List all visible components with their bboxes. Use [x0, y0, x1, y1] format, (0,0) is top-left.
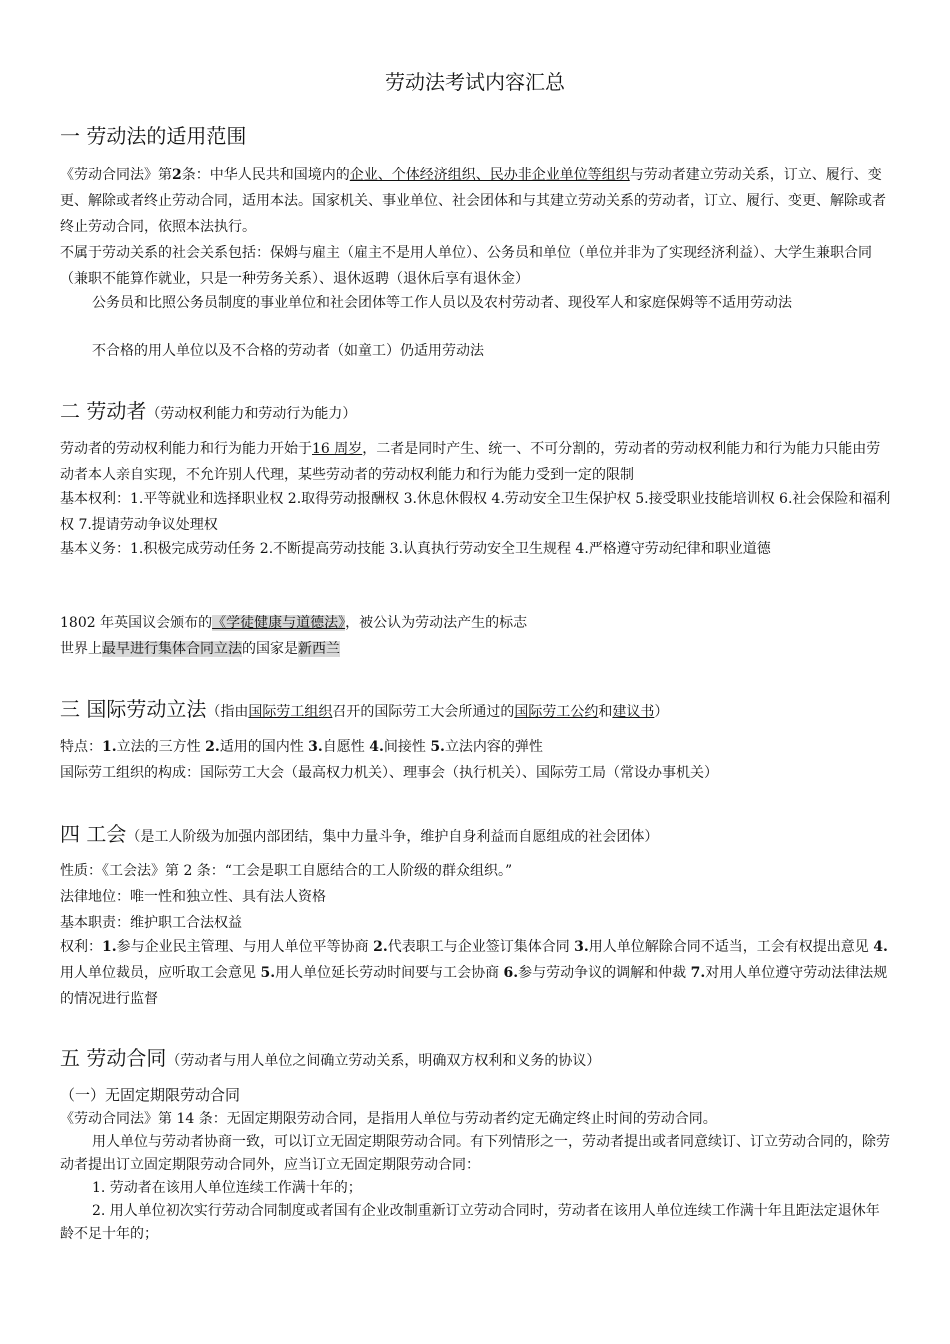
section-1-paragraph-3: 公务员和比照公务员制度的事业单位和社会团体等工作人员以及农村劳动者、现役军人和家庭保姆等不适用劳动法	[92, 295, 792, 311]
section-2-heading	[60, 395, 356, 424]
underlined-ilo: 国际劳工组织	[248, 704, 333, 720]
right-num: 7.	[690, 965, 706, 981]
feature-text: 立法内容的弹性	[444, 739, 543, 755]
section-5-heading-text: 五 劳动合同	[60, 1046, 167, 1070]
ilo-structure: 国际劳工组织的构成：国际劳工大会（最高权力机关）、理事会（执行机关）、国际劳工局（常设办事机关）	[60, 765, 718, 781]
right-num: 6.	[503, 965, 519, 981]
right-num: 2.	[373, 939, 388, 955]
feature-num: 5.	[430, 739, 445, 755]
feature-text: 适用的国内性	[219, 739, 304, 755]
feature-text: 自愿性	[322, 739, 365, 755]
s1-p1-c: 与劳动者建立劳动关系，订立、履行、变更、解除或者终止劳动合同，适用本法。国家机关、事业单位、社会团体和与其建立劳动关系的劳动者，订立、履行、变更、解除或者终止劳动合同，依照本法执行。	[60, 167, 886, 235]
fact-collective-contract	[60, 636, 892, 662]
right-num: 4.	[873, 939, 888, 955]
f2-b: 的国家是	[242, 641, 298, 657]
section-3-heading	[60, 693, 668, 722]
subsection-1-heading: （一）无固定期限劳动合同	[60, 1086, 241, 1104]
rights-lead: 权利：	[60, 939, 102, 955]
section-3-subtitle	[206, 704, 668, 720]
article-number: 2	[172, 167, 182, 183]
underlined-conventions: 国际劳工公约	[514, 704, 599, 720]
s3-sub-c: 和	[598, 704, 613, 720]
underlined-employers: 企业、个体经济组织、民办非企业单位等组织	[349, 167, 630, 183]
feature-num: 1.	[102, 739, 117, 755]
features-lead: 特点：	[60, 739, 102, 755]
section-1-paragraph-2: 不属于劳动关系的社会关系包括：保姆与雇主（雇主不是用人单位）、公务员和单位（单位并非为了实现经济利益）、大学生兼职合同（兼职不能算作就业，只是一种劳务关系）、退休返聘（退休后享有退休金）	[60, 245, 872, 287]
underlined-age: 16 周岁	[312, 441, 363, 457]
feature-num: 2.	[205, 739, 220, 755]
section-5-subtitle: （劳动者与用人单位之间确立劳动关系，明确双方权利和义务的协议）	[166, 1053, 601, 1069]
section-5-paragraph-2: 用人单位与劳动者协商一致，可以订立无固定期限劳动合同。有下列情形之一，劳动者提出或者同意续订、订立劳动合同的，除劳动者提出订立固定期限劳动合同外，应当订立无固定期限劳动合同：	[60, 1134, 890, 1173]
section-5-heading	[60, 1042, 600, 1071]
basic-duties: 基本义务：1.积极完成劳动任务 2.不断提高劳动技能 3.认真执行劳动安全卫生规程 4.严格遵守劳动纪律和职业道德	[60, 541, 771, 557]
f1-a: 1802 年英国议会颁布的	[60, 615, 213, 631]
feature-num: 4.	[369, 739, 384, 755]
f2-a: 世界上	[60, 641, 102, 657]
right-text: 用人单位延长劳动时间要与工会协商	[275, 965, 500, 981]
s3-sub-b: 召开的国际劳工大会所通过的	[332, 704, 515, 720]
highlight-country: 新西兰	[298, 641, 340, 657]
section-2-heading-text: 二 劳动者	[60, 399, 147, 423]
section-1-paragraph-4: 不合格的用人单位以及不合格的劳动者（如童工）仍适用劳动法	[92, 343, 484, 359]
s3-sub-d: ）	[654, 704, 669, 720]
section-4-subtitle: （是工人阶级为加强内部团结，集中力量斗争，维护自身利益而自愿组成的社会团体）	[126, 829, 659, 845]
section-4-heading-text: 四 工会	[60, 822, 127, 846]
right-text: 用人单位解除合同不适当，工会有权提出意见	[588, 939, 869, 955]
section-2-paragraph-1	[60, 436, 892, 488]
s1-p1-a: 《劳动合同法》第	[60, 167, 172, 183]
s3-sub-a: （指由	[206, 704, 249, 720]
document-title: 劳动法考试内容汇总	[385, 70, 565, 94]
right-text: 参与企业民主管理、与用人单位平等协商	[116, 939, 369, 955]
right-num: 1.	[102, 939, 117, 955]
underlined-recommendations: 建议书	[612, 704, 655, 720]
list-item-2: 2. 用人单位初次实行劳动合同制度或者国有企业改制重新订立劳动合同时，劳动者在该用人单位连续工作满十年且距法定退休年龄不足十年的；	[60, 1203, 880, 1242]
section-4-heading	[60, 818, 658, 847]
highlight-collective: 最早进行集体合同立法	[102, 641, 242, 657]
fact-first-labor-law	[60, 610, 892, 636]
list-item-1: 1. 劳动者在该用人单位连续工作满十年的；	[92, 1180, 362, 1196]
f1-b: ，被公认为劳动法产生的标志	[345, 615, 528, 631]
s1-p1-b: 条：中华人民共和国境内的	[181, 167, 350, 183]
feature-num: 3.	[308, 739, 323, 755]
law-name: 《学徒健康与道德法》	[212, 615, 346, 631]
union-nature: 性质：《工会法》第 2 条：“工会是职工自愿结合的工人阶级的群众组织。”	[60, 863, 513, 879]
right-text: 代表职工与企业签订集体合同	[387, 939, 570, 955]
s2-p1-a: 劳动者的劳动权利能力和行为能力开始于	[60, 441, 312, 457]
section-1-heading: 一 劳动法的适用范围	[60, 124, 247, 148]
section-2-subtitle: （劳动权利能力和劳动行为能力）	[146, 406, 357, 422]
section-1-paragraph-1	[60, 162, 892, 240]
union-basic-duty: 基本职责：维护职工合法权益	[60, 915, 242, 931]
right-num: 5.	[260, 965, 276, 981]
s2-p1-b: ，二者是同时产生、统一、不可分割的，劳动者的劳动权利能力和行为能力只能由劳动者本人亲自实现，不允许别人代理，某些劳动者的劳动权利能力和行为能力受到一定的限制	[60, 441, 881, 483]
right-text: 参与劳动争议的调解和仲裁	[518, 965, 687, 981]
section-5-paragraph-1: 《劳动合同法》第 14 条：无固定期限劳动合同，是指用人单位与劳动者约定无确定终止时间的劳动合同。	[60, 1111, 717, 1127]
union-rights	[60, 934, 892, 1012]
union-legal-status: 法律地位：唯一性和独立性、具有法人资格	[60, 889, 326, 905]
right-num: 3.	[574, 939, 589, 955]
feature-text: 立法的三方性	[116, 739, 201, 755]
basic-rights: 基本权利：1.平等就业和选择职业权 2.取得劳动报酬权 3.休息休假权 4.劳动安全卫生保护权 5.接受职业技能培训权 6.社会保险和福利权 7.提请劳动争议处理权	[60, 491, 891, 533]
intl-features	[60, 734, 892, 760]
right-text: 对用人单位遵守劳动法律法规的情况进行监督	[60, 965, 888, 1007]
section-3-heading-text: 三 国际劳动立法	[60, 697, 207, 721]
right-text: 用人单位裁员，应听取工会意见	[60, 965, 256, 981]
feature-text: 间接性	[383, 739, 426, 755]
